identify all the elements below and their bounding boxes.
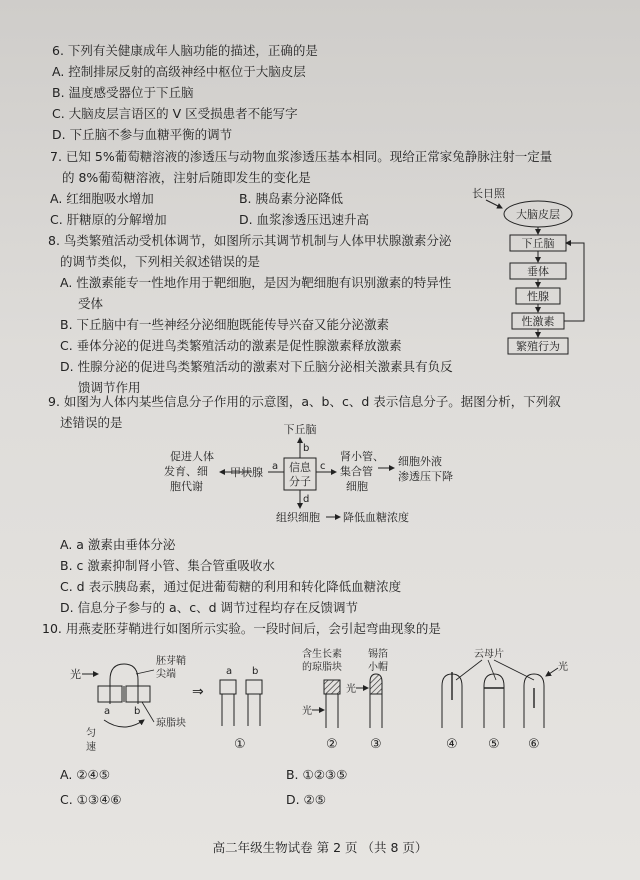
q10-fig3-cap xyxy=(370,674,382,694)
q9-letter-d: d xyxy=(303,494,310,505)
q9-option-a: A. a 激素由垂体分泌 xyxy=(60,537,176,552)
q10-fig5 xyxy=(484,674,504,728)
q10-light-label-3: 光 xyxy=(346,684,356,695)
q8-figure-svg xyxy=(466,186,596,358)
q9-option-c: C. d 表示胰岛素，通过促进葡萄糖的利用和转化降低血糖浓度 xyxy=(60,579,402,594)
q8-option-a: A. 性激素能专一性地作用于靶细胞，是因为靶细胞有识别激素的特异性 xyxy=(60,275,452,290)
q10-tip-label-1: 胚芽鞘 xyxy=(156,656,186,667)
q9-osmotic-1: 细胞外液 xyxy=(398,455,442,468)
q6-option-c: C. 大脑皮层言语区的 V 区受损患者不能写字 xyxy=(52,106,298,121)
q7-option-c: C. 肝糖原的分解增加 xyxy=(50,212,167,227)
q9-stem-line2: 述错误的是 xyxy=(60,415,123,430)
q10-setup-b: b xyxy=(134,706,141,717)
q8-node-cortex-label: 大脑皮层 xyxy=(516,208,560,221)
q9-left-effect-1: 促进人体 xyxy=(170,450,214,463)
q10-foil-2: 小帽 xyxy=(368,662,388,673)
q10-foil-1: 锡箔 xyxy=(368,649,388,660)
q9-options xyxy=(60,534,401,618)
q10-auxin-1: 含生长素 xyxy=(302,649,342,660)
question-10 xyxy=(42,618,441,639)
q8-node-gonad-label: 性腺 xyxy=(527,290,549,303)
q9-stem-line1: 9. 如图为人体内某些信息分子作用的示意图，a、b、c、d 表示信息分子。据图分析，下列叙 xyxy=(48,394,561,409)
q9-left-effect-2: 发育、细 xyxy=(164,465,208,478)
q7-stem-line2: 的 8%葡萄糖溶液，注射后随即发生的变化是 xyxy=(62,170,311,185)
q9-osmotic-2: 渗透压下降 xyxy=(398,470,453,483)
q10-rotate-arrow xyxy=(104,720,144,727)
q10-fig2-agar xyxy=(324,680,340,694)
q8-label-long-day: 长日照 xyxy=(472,187,505,200)
q10-number-5: ⑤ xyxy=(488,737,500,752)
q8-node-sex-hormone-label: 性激素 xyxy=(521,315,555,328)
q9-left-effect-3: 胞代谢 xyxy=(170,480,203,493)
q9-letter-a: a xyxy=(272,461,279,472)
q10-fig1-block-a xyxy=(220,680,236,694)
q10-option-a: A. ②④⑤ xyxy=(60,767,110,782)
q10-number-2: ② xyxy=(326,737,338,752)
q10-light-label-1: 光 xyxy=(70,668,81,681)
q8-option-c: C. 垂体分泌的促进鸟类繁殖活动的激素是促性腺激素释放激素 xyxy=(60,338,402,353)
q10-mica-label: 云母片 xyxy=(474,649,504,660)
q9-letter-c: c xyxy=(320,461,326,472)
q10-setup-a: a xyxy=(104,706,111,717)
q10-light-label-6: 光 xyxy=(558,662,568,673)
q9-tissue-cell: 组织细胞 xyxy=(276,511,320,524)
q6-option-d: D. 下丘脑不参与血糖平衡的调节 xyxy=(52,127,233,142)
q9-info-line1: 信息 xyxy=(289,461,311,474)
q9-kidney-2: 集合管 xyxy=(340,465,373,478)
q9-figure-svg xyxy=(160,420,480,530)
q10-option-c: C. ①③④⑥ xyxy=(60,792,122,807)
q10-fig1-b: b xyxy=(252,666,259,677)
q10-figure xyxy=(64,644,584,760)
q10-implies-arrow: ⇒ xyxy=(192,684,204,700)
q10-number-4: ④ xyxy=(446,737,458,752)
q7-stem-line1: 7. 已知 5%葡萄糖溶液的渗透压与动物血浆渗透压基本相同。现给正常家兔静脉注射一定量 xyxy=(50,149,553,164)
q9-lower-glucose: 降低血糖浓度 xyxy=(343,511,409,524)
q10-rotate-2: 速 xyxy=(86,742,96,753)
q10-options-row1 xyxy=(60,764,347,785)
q7-option-b: B. 胰岛素分泌降低 xyxy=(238,191,344,206)
q10-number-1: ① xyxy=(234,737,246,752)
q6-stem: 6. 下列有关健康成年人脑功能的描述，正确的是 xyxy=(52,43,318,58)
q8-option-a-cont: 受体 xyxy=(78,296,104,311)
q10-figure-svg xyxy=(64,644,584,756)
q9-letter-b: b xyxy=(303,443,310,454)
q9-kidney-1: 肾小管、 xyxy=(340,450,384,463)
q9-info-line2: 分子 xyxy=(289,475,311,488)
q8-stem-line2: 的调节类似，下列相关叙述错误的是 xyxy=(60,254,261,269)
q10-number-3: ③ xyxy=(370,737,382,752)
q9-kidney-3: 细胞 xyxy=(346,480,368,493)
q10-fig1-block-b xyxy=(246,680,262,694)
q10-option-b: B. ①②③⑤ xyxy=(285,767,348,782)
q8-stem-line1: 8. 鸟类繁殖活动受机体调节，如图所示其调节机制与人体甲状腺激素分泌 xyxy=(48,233,452,248)
q10-agar-label: 琼脂块 xyxy=(156,718,186,729)
q7-option-d: D. 血浆渗透压迅速升高 xyxy=(238,212,370,227)
q10-options xyxy=(60,764,347,810)
q8-node-pituitary-label: 垂体 xyxy=(527,265,549,278)
q6-option-b: B. 温度感受器位于下丘脑 xyxy=(52,85,194,100)
q8-option-d: D. 性腺分泌的促进鸟类繁殖活动的激素对下丘脑分泌相关激素具有负反 xyxy=(60,359,453,374)
question-6 xyxy=(52,40,318,145)
q9-hypothalamus: 下丘脑 xyxy=(283,423,317,436)
q10-rotate-1: 匀 xyxy=(86,728,96,739)
q8-feedback-arrow xyxy=(564,243,584,321)
q10-auxin-2: 的琼脂块 xyxy=(302,662,342,673)
q10-number-6: ⑥ xyxy=(528,737,540,752)
q9-option-d: D. 信息分子参与的 a、c、d 调节过程均存在反馈调节 xyxy=(60,600,358,615)
q8-node-breeding-label: 繁殖行为 xyxy=(516,340,560,353)
q10-option-d: D. ②⑤ xyxy=(285,792,326,807)
page-footer: 高二年级生物试卷 第 2 页 （共 8 页） xyxy=(212,840,428,855)
question-8 xyxy=(48,230,453,398)
q10-tip-label-2: 尖端 xyxy=(156,669,176,680)
q9-thyroid: 甲状腺 xyxy=(230,466,263,479)
q8-figure xyxy=(466,186,596,362)
q9-option-b: B. c 激素抑制肾小管、集合管重吸收水 xyxy=(60,558,275,573)
q6-option-a: A. 控制排尿反射的高级神经中枢位于大脑皮层 xyxy=(52,64,306,79)
q7-option-a: A. 红细胞吸水增加 xyxy=(50,191,154,206)
q10-stem: 10. 用燕麦胚芽鞘进行如图所示实验。一段时间后，会引起弯曲现象的是 xyxy=(42,621,441,636)
q9-figure xyxy=(160,420,480,534)
q8-option-d-cont: 馈调节作用 xyxy=(78,380,141,395)
q8-option-b: B. 下丘脑中有一些神经分泌细胞既能传导兴奋又能分泌激素 xyxy=(60,317,390,332)
q10-options-row2 xyxy=(60,789,347,810)
q10-light-label-2: 光 xyxy=(302,706,312,717)
q8-node-hypothalamus-label: 下丘脑 xyxy=(521,237,555,250)
q10-fig1-a: a xyxy=(226,666,233,677)
